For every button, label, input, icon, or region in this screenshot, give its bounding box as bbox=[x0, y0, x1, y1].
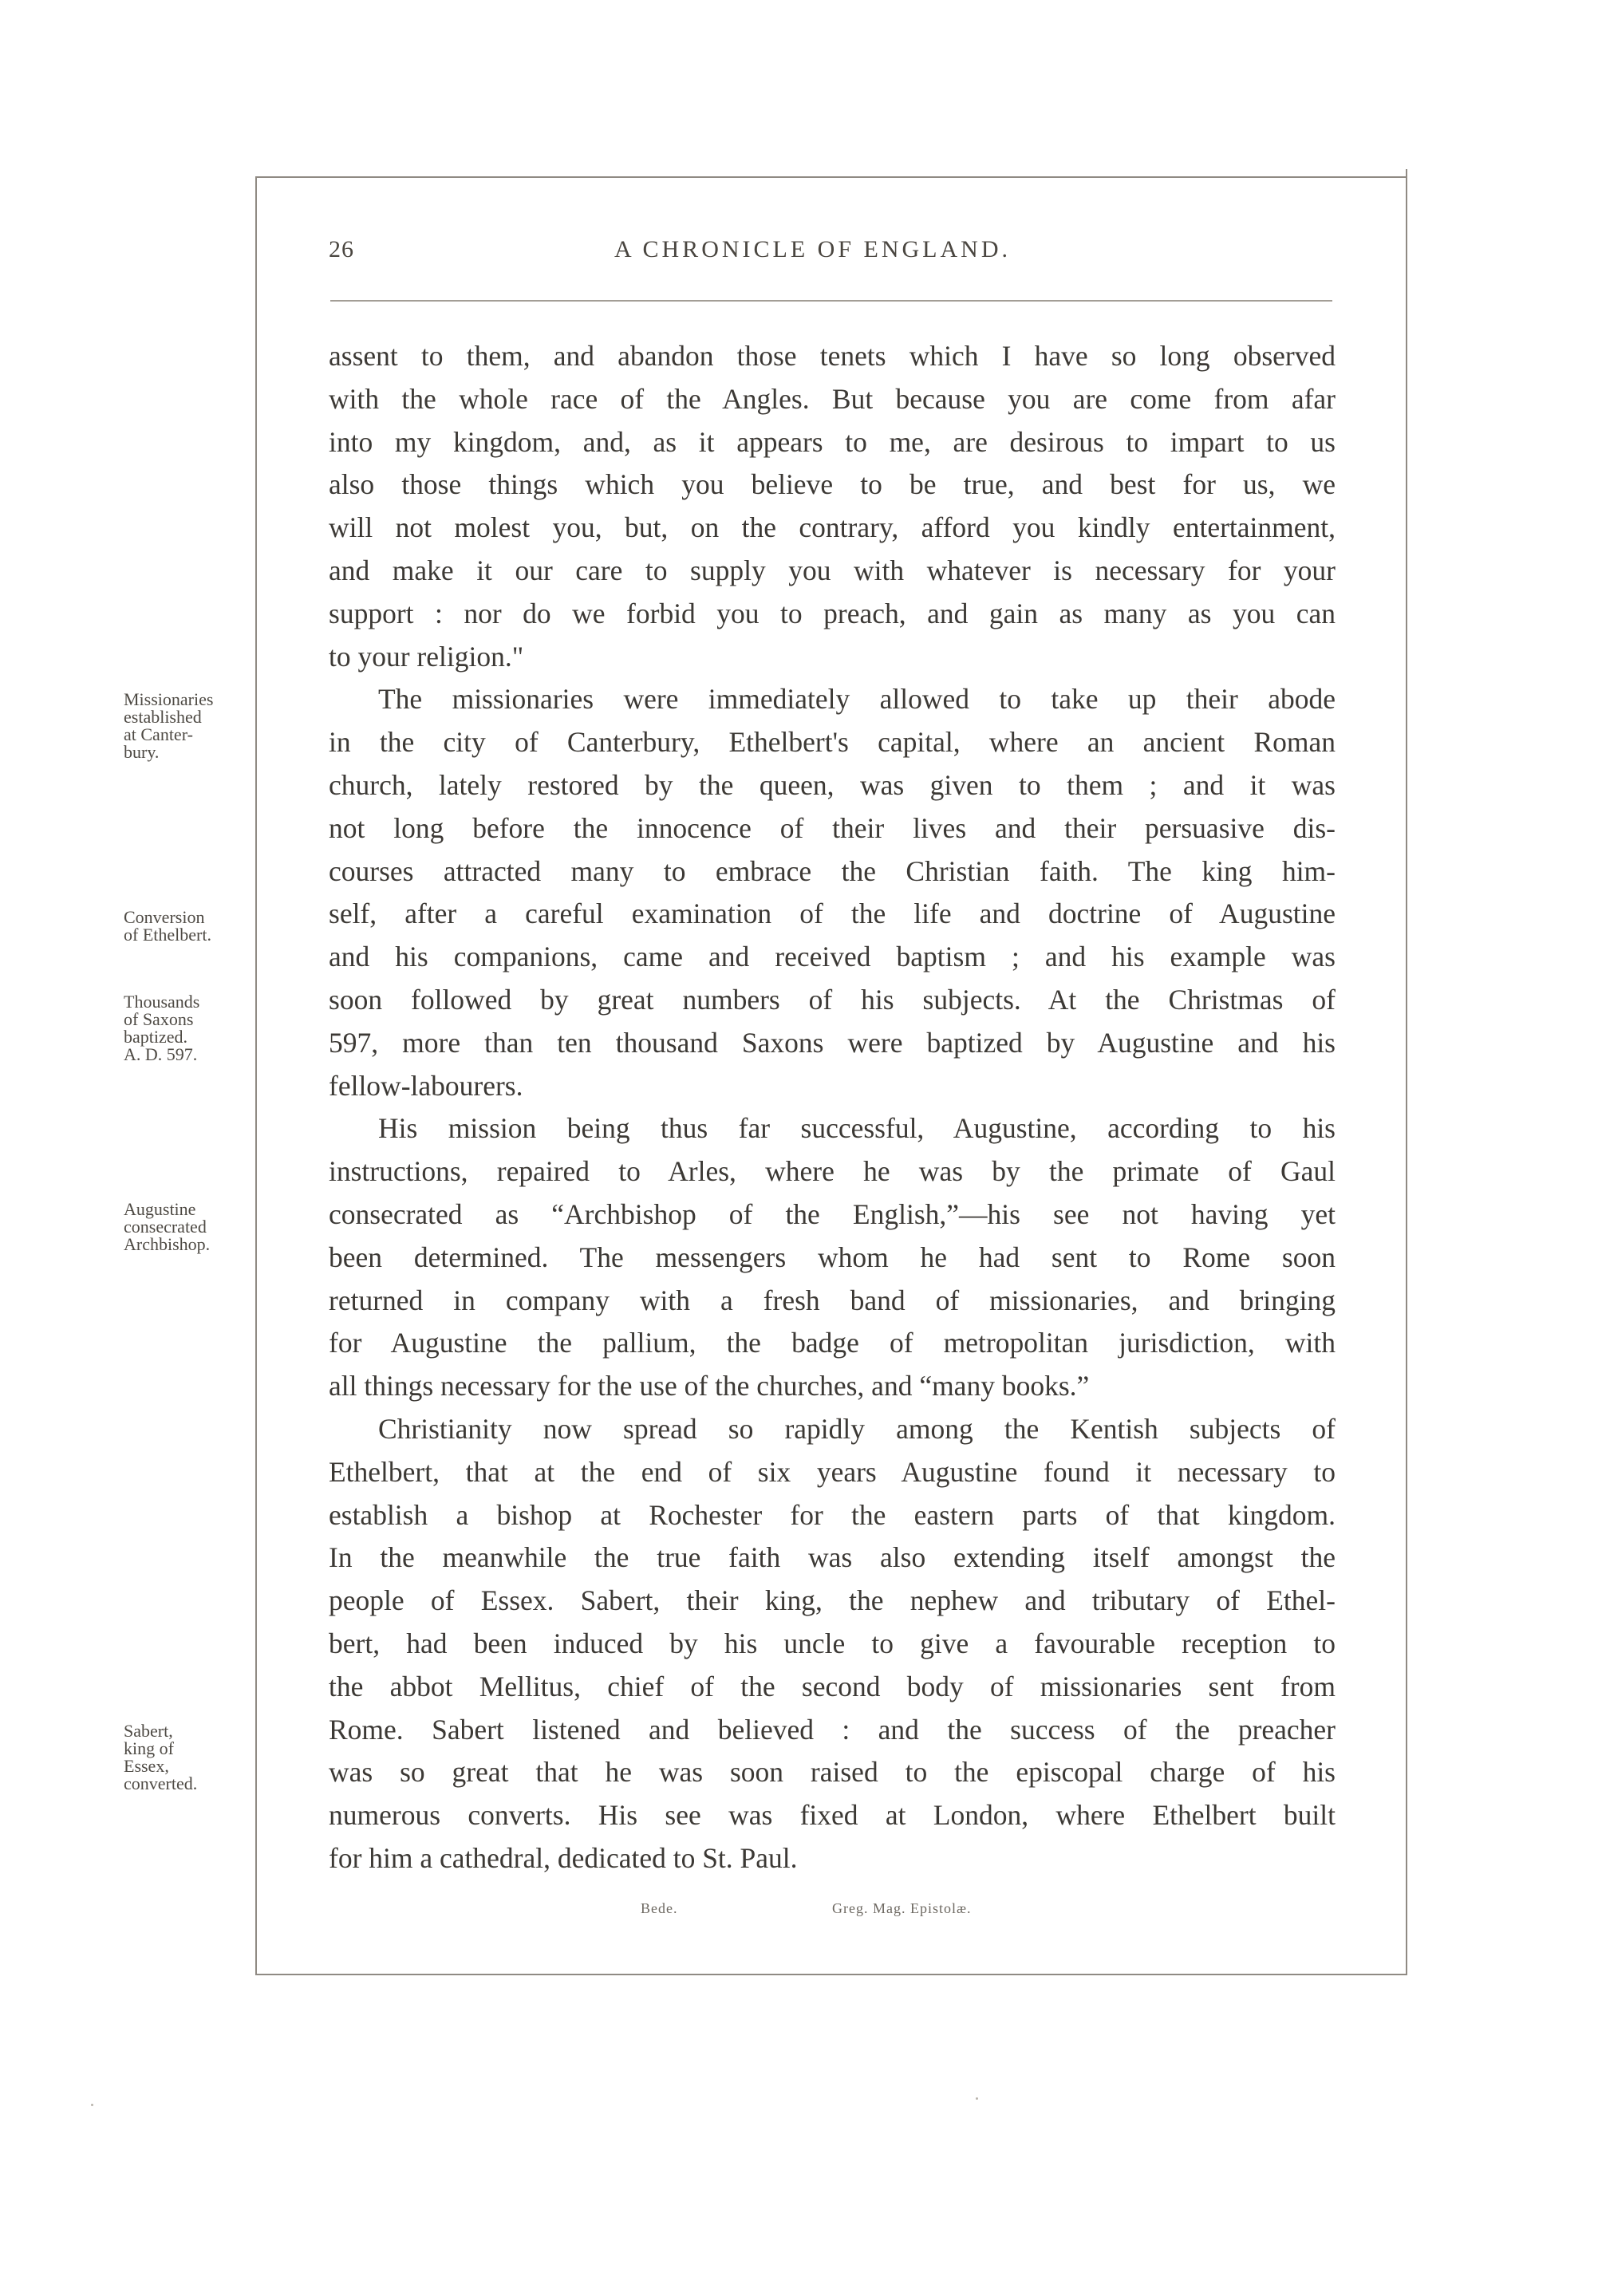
page-number: 26 bbox=[329, 236, 354, 262]
text-line: 597, more than ten thousand Saxons were baptized by Augustine and his bbox=[329, 1026, 1336, 1059]
text-line: into my kingdom, and, as it appears to me, are desirous to impart to us bbox=[329, 425, 1336, 458]
text-line: returned in company with a fresh band of missionaries, and bringing bbox=[329, 1284, 1336, 1316]
text-line: people of Essex. Sabert, their king, the nephew and tributary of Ethel- bbox=[329, 1584, 1336, 1617]
text-line: all things necessary for the use of the churches, and “many books.” bbox=[329, 1370, 1090, 1402]
text-line: and make it our care to supply you with whatever is necessary for your bbox=[329, 554, 1336, 586]
text-line: church, lately restored by the queen, was given to them ; and it was bbox=[329, 768, 1336, 801]
paper-speck bbox=[91, 2104, 93, 2106]
text-line: bert, had been induced by his uncle to give a favourable reception to bbox=[329, 1627, 1336, 1659]
text-line: establish a bishop at Rochester for the eastern parts of that kingdom. bbox=[329, 1498, 1336, 1531]
margin-note: Missionaries established at Canter- bury. bbox=[124, 689, 214, 762]
text-line: fellow-labourers. bbox=[329, 1069, 523, 1102]
frame-bottom-rule bbox=[255, 1974, 1407, 1975]
text-line: self, after a careful examination of the life and doctrine of Augustine bbox=[329, 897, 1336, 930]
margin-note: Conversion of Ethelbert. bbox=[124, 907, 211, 945]
text-line: in the city of Canterbury, Ethelbert's capital, where an ancient Roman bbox=[329, 726, 1336, 759]
text-line: Rome. Sabert listened and believed : and the success of the preacher bbox=[329, 1713, 1336, 1746]
text-line: consecrated as “Archbishop of the English,”—his see not having yet bbox=[329, 1197, 1336, 1230]
text-line: to your religion." bbox=[329, 640, 524, 673]
header-rule bbox=[330, 300, 1332, 302]
text-line: and his companions, came and received baptism ; and his example was bbox=[329, 941, 1336, 973]
text-line: soon followed by great numbers of his subjects. At the Christmas of bbox=[329, 983, 1336, 1016]
frame-top-rule bbox=[255, 176, 1407, 178]
text-line: for Augustine the pallium, the badge of metropolitan jurisdiction, with bbox=[329, 1327, 1336, 1359]
text-line: not long before the innocence of their lives and their persuasive dis- bbox=[329, 811, 1336, 844]
text-line: with the whole race of the Angles. But because you are come from afar bbox=[329, 382, 1336, 415]
footnote-source: Greg. Mag. Epistolæ. bbox=[832, 1900, 972, 1916]
text-line: for him a cathedral, dedicated to St. Paul. bbox=[329, 1841, 798, 1874]
margin-note: Sabert, king of Essex, converted. bbox=[124, 1721, 198, 1793]
text-line: courses attracted many to embrace the Christian faith. The king him- bbox=[329, 854, 1336, 887]
text-line: assent to them, and abandon those tenets which I have so long observed bbox=[329, 340, 1336, 372]
margin-note: Augustine consecrated Archbishop. bbox=[124, 1199, 211, 1254]
running-title: A CHRONICLE OF ENGLAND. bbox=[614, 236, 1011, 262]
text-line: His mission being thus far successful, Augustine, according to his bbox=[378, 1112, 1336, 1145]
text-line: will not molest you, but, on the contrary, afford you kindly entertainment, bbox=[329, 511, 1336, 544]
text-line: the abbot Mellitus, chief of the second body of missionaries sent from bbox=[329, 1670, 1336, 1702]
text-line: Ethelbert, that at the end of six years Augustine found it necessary to bbox=[329, 1455, 1336, 1488]
text-line: In the meanwhile the true faith was also extending itself amongst the bbox=[329, 1541, 1336, 1574]
frame-left-rule bbox=[255, 176, 257, 1975]
text-line: support : nor do we forbid you to preach, and gain as many as you can bbox=[329, 597, 1336, 629]
text-line: Christianity now spread so rapidly among the Kentish subjects of bbox=[378, 1412, 1336, 1445]
footnote-source: Bede. bbox=[641, 1900, 678, 1916]
text-line: instructions, repaired to Arles, where he was by the primate of Gaul bbox=[329, 1155, 1336, 1188]
text-line: The missionaries were immediately allowed to take up their abode bbox=[378, 683, 1336, 716]
text-line: also those things which you believe to be true, and best for us, we bbox=[329, 468, 1336, 501]
text-line: numerous converts. His see was fixed at London, where Ethelbert built bbox=[329, 1799, 1336, 1832]
text-line: was so great that he was soon raised to the episcopal charge of his bbox=[329, 1756, 1336, 1789]
margin-note: Thousands of Saxons baptized. A. D. 597. bbox=[124, 992, 200, 1064]
paper-speck bbox=[976, 2097, 978, 2100]
body-text bbox=[329, 335, 1336, 1880]
frame-right-rule bbox=[1406, 169, 1407, 1975]
text-line: been determined. The messengers whom he had sent to Rome soon bbox=[329, 1241, 1336, 1273]
